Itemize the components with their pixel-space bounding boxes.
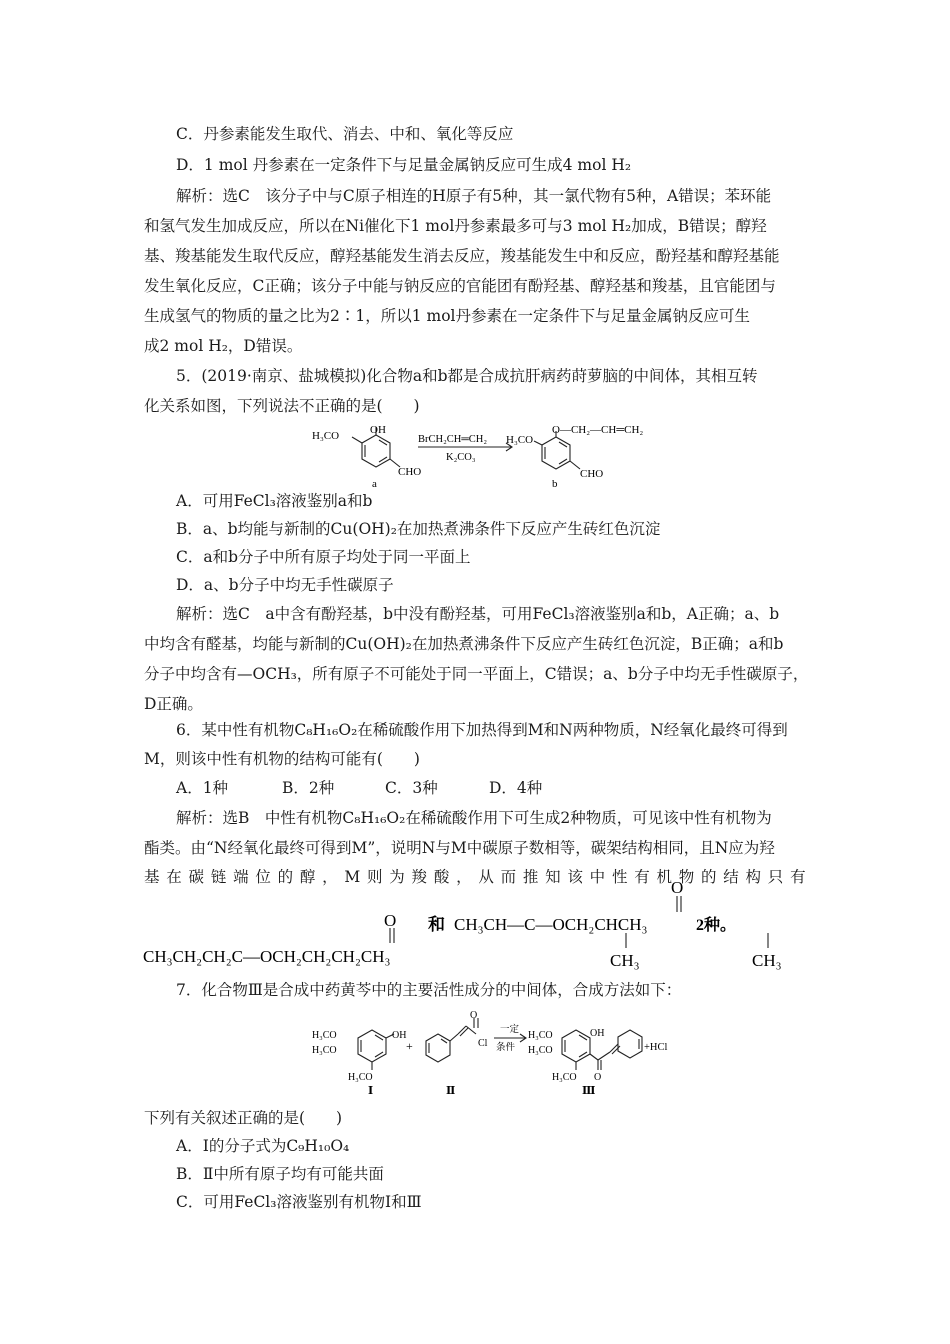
ester1-carbonyl-o: O — [384, 911, 397, 930]
prev-option-c: C．丹参素能发生取代、消去、中和、氧化等反应 — [176, 125, 514, 143]
q5-option-a: A．可用FeCl₃溶液鉴别a和b — [176, 492, 373, 510]
ester1-formula: CH₃CH₂CH₂C—OCH₂CH₂CH₂CH₃ — [143, 947, 391, 966]
q5-reagent-bottom: K₂CO₃ — [446, 452, 476, 463]
prev-analysis-line: 基、羧基能发生取代反应，醇羟基能发生消去反应，羧基能发生中和反应，酚羟基和醇羟基能 — [144, 247, 780, 265]
q7-option-a: A．Ⅰ的分子式为C₉H₁₀O₄ — [176, 1137, 350, 1155]
condition-top: 一定 — [500, 1025, 520, 1035]
q6-analysis-char: 的 — [277, 868, 294, 886]
q6-option-a: A．1种 — [176, 779, 229, 797]
label-iii: Ⅲ — [582, 1085, 596, 1096]
iii-h3co: H₃CO — [552, 1072, 577, 1083]
ester2-branch-ch3: CH₃ — [610, 951, 640, 970]
q6-analysis-char: 物 — [678, 868, 695, 886]
q6-option-d: D．4种 — [489, 779, 543, 797]
q6-analysis-char: ， — [322, 868, 338, 886]
q6-analysis-char: 结 — [723, 868, 739, 886]
q5-a-cho: CHO — [398, 466, 422, 478]
q5-stem: 化关系如图，下列说法不正确的是( ) — [144, 397, 420, 415]
q6-analysis-char: 推 — [522, 868, 539, 886]
ii-carbonyl-o: O — [470, 1010, 478, 1021]
q6-analysis-char: 在 — [166, 868, 182, 886]
q6-analysis-char: 中 — [589, 868, 606, 886]
q6-stem: M，则该中性有机物的结构可能有( ) — [144, 750, 420, 768]
q5-a-label: a — [372, 478, 377, 490]
q5-option-c: C．a和b分子中所有原子均处于同一平面上 — [176, 548, 471, 566]
plus-sign: + — [406, 1039, 413, 1053]
q6-analysis-char: 酸 — [433, 868, 450, 886]
q6-option-b: B．2种 — [282, 779, 335, 797]
i-h3co: H₃CO — [312, 1030, 337, 1041]
q5-b-cho: CHO — [580, 468, 604, 480]
prev-analysis-line: 成2 mol H₂，D错误。 — [144, 337, 303, 355]
q6-stem: 6．某中性有机物C₈H₁₆O₂在稀硫酸作用下加热得到M和N两种物质，N经氧化最终可得到 — [176, 721, 788, 739]
q6-analysis-char: ， — [456, 868, 472, 886]
formula-and: 和 — [428, 915, 445, 934]
q6-analysis-char: 而 — [500, 868, 517, 886]
q5-reaction-scheme — [300, 425, 700, 491]
iii-h3co: H₃CO — [528, 1030, 553, 1041]
q6-analysis-char: 只 — [767, 868, 784, 886]
i-h3co: H₃CO — [312, 1045, 337, 1056]
q7-question: 下列有关叙述正确的是( ) — [144, 1109, 343, 1127]
q5-b-label: b — [552, 478, 558, 490]
q5-analysis-line: 解析：选C a中含有酚羟基，b中没有酚羟基，可用FeCl₃溶液鉴别a和b，A正确；a、b — [176, 605, 780, 623]
hcl-byproduct: +HCl — [644, 1042, 668, 1053]
ester2-branch-ch3: CH₃ — [752, 951, 782, 970]
q7-option-b: B．Ⅱ中所有原子均有可能共面 — [176, 1165, 384, 1183]
q6-analysis-char: 有 — [634, 868, 650, 886]
prev-option-d: D．1 mol 丹参素在一定条件下与足量金属钠反应可生成4 mol H₂ — [176, 156, 632, 174]
q6-analysis-char: 基 — [144, 868, 160, 886]
formula-count: 2种。 — [696, 917, 737, 934]
q6-analysis-char: 羧 — [411, 868, 428, 886]
ester2-formula: CH₃CH—C—OCH₂CHCH₃ — [454, 915, 648, 934]
prev-analysis-line: 生成氢气的物质的量之比为2∶1，所以1 mol丹参素在一定条件下与足量金属钠反应可生 — [144, 307, 751, 325]
q5-analysis-line: 分子中均含有—OCH₃，所有原子不可能处于同一平面上，C错误；a、b分子中均无手性碳原子， — [144, 665, 809, 683]
q6-option-c: C．3种 — [385, 779, 438, 797]
ester2-carbonyl-o: O — [671, 878, 684, 897]
q5-stem: 5．(2019·南京、盐城模拟)化合物a和b都是合成抗肝病药莳萝脑的中间体，其相互转 — [176, 367, 758, 385]
q6-analysis-char: 性 — [611, 868, 628, 886]
i-oh: OH — [392, 1030, 407, 1041]
q5-b-h3co: H₃CO — [506, 434, 534, 446]
label-ii: Ⅱ — [446, 1085, 456, 1096]
q5-b-chain: O—CH₂—CH═CH₂ — [552, 425, 644, 436]
q6-analysis-char: 端 — [233, 868, 249, 886]
q7-reaction-scheme — [300, 1008, 720, 1096]
q5-a-h3co: H₃CO — [312, 430, 340, 442]
ii-cl: Cl — [478, 1038, 488, 1049]
q6-analysis-char: 有 — [790, 868, 806, 886]
q5-option-b: B．a、b均能与新制的Cu(OH)₂在加热煮沸条件下反应产生砖红色沉淀 — [176, 520, 661, 538]
i-h3co: H₃CO — [348, 1072, 373, 1083]
q6-analysis-char: 则 — [367, 868, 383, 886]
prev-analysis-line: 解析：选C 该分子中与C原子相连的H原子有5种，其一氯代物有5种，A错误；苯环能 — [176, 187, 772, 205]
iii-oh: OH — [590, 1028, 605, 1039]
q7-stem: 7．化合物Ⅲ是合成中药黄芩中的主要活性成分的中间体，合成方法如下： — [176, 981, 682, 999]
q5-option-d: D．a、b分子中均无手性碳原子 — [176, 576, 394, 594]
q5-analysis-line: 中均含有醛基，均能与新制的Cu(OH)₂在加热煮沸条件下反应产生砖红色沉淀，B正确；a和b — [144, 635, 784, 653]
q5-reagent-top: BrCH₂CH═CH₂ — [418, 434, 488, 445]
q6-analysis-char: 构 — [745, 868, 762, 886]
iii-carbonyl-o: O — [594, 1072, 602, 1083]
q6-analysis-line: 解析：选B 中性有机物C₈H₁₆O₂在稀硫酸作用下可生成2种物质，可见该中性有机物为 — [176, 809, 772, 827]
q6-analysis-char: M — [344, 868, 361, 886]
label-i: Ⅰ — [368, 1085, 374, 1096]
q5-analysis-line: D正确。 — [144, 695, 203, 713]
q6-analysis-char: 位 — [255, 868, 271, 886]
q6-analysis-char: 机 — [656, 868, 672, 886]
q5-a-oh: OH — [370, 425, 386, 436]
q6-analysis-char: 醇 — [299, 868, 316, 886]
q6-analysis-line: 酯类。由“N经氧化最终可得到M”，说明N与M中碳原子数相等，碳架结构相同，且N应为羟 — [144, 839, 775, 857]
prev-analysis-line: 和氢气发生加成反应，所以在Ni催化下1 mol丹参素最多可与3 mol H₂加成，B错误；醇羟 — [144, 217, 767, 235]
q6-analysis-char: 的 — [701, 868, 717, 886]
q6-analysis-char: 链 — [210, 868, 227, 886]
q6-ester-formulas — [140, 878, 840, 970]
iii-h3co: H₃CO — [528, 1045, 553, 1056]
q7-option-c: C．可用FeCl₃溶液鉴别有机物Ⅰ和Ⅲ — [176, 1193, 422, 1211]
q6-analysis-char: 碳 — [188, 868, 205, 886]
prev-analysis-line: 发生氧化反应，C正确；该分子中能与钠反应的官能团有酚羟基、醇羟基和羧基，且官能团与 — [144, 277, 776, 295]
q6-analysis-char: 知 — [545, 868, 561, 886]
condition-bottom: 条件 — [496, 1043, 516, 1053]
q6-analysis-char: 从 — [478, 868, 494, 886]
q6-analysis-char: 该 — [567, 868, 583, 886]
q6-analysis-char: 为 — [389, 868, 405, 886]
